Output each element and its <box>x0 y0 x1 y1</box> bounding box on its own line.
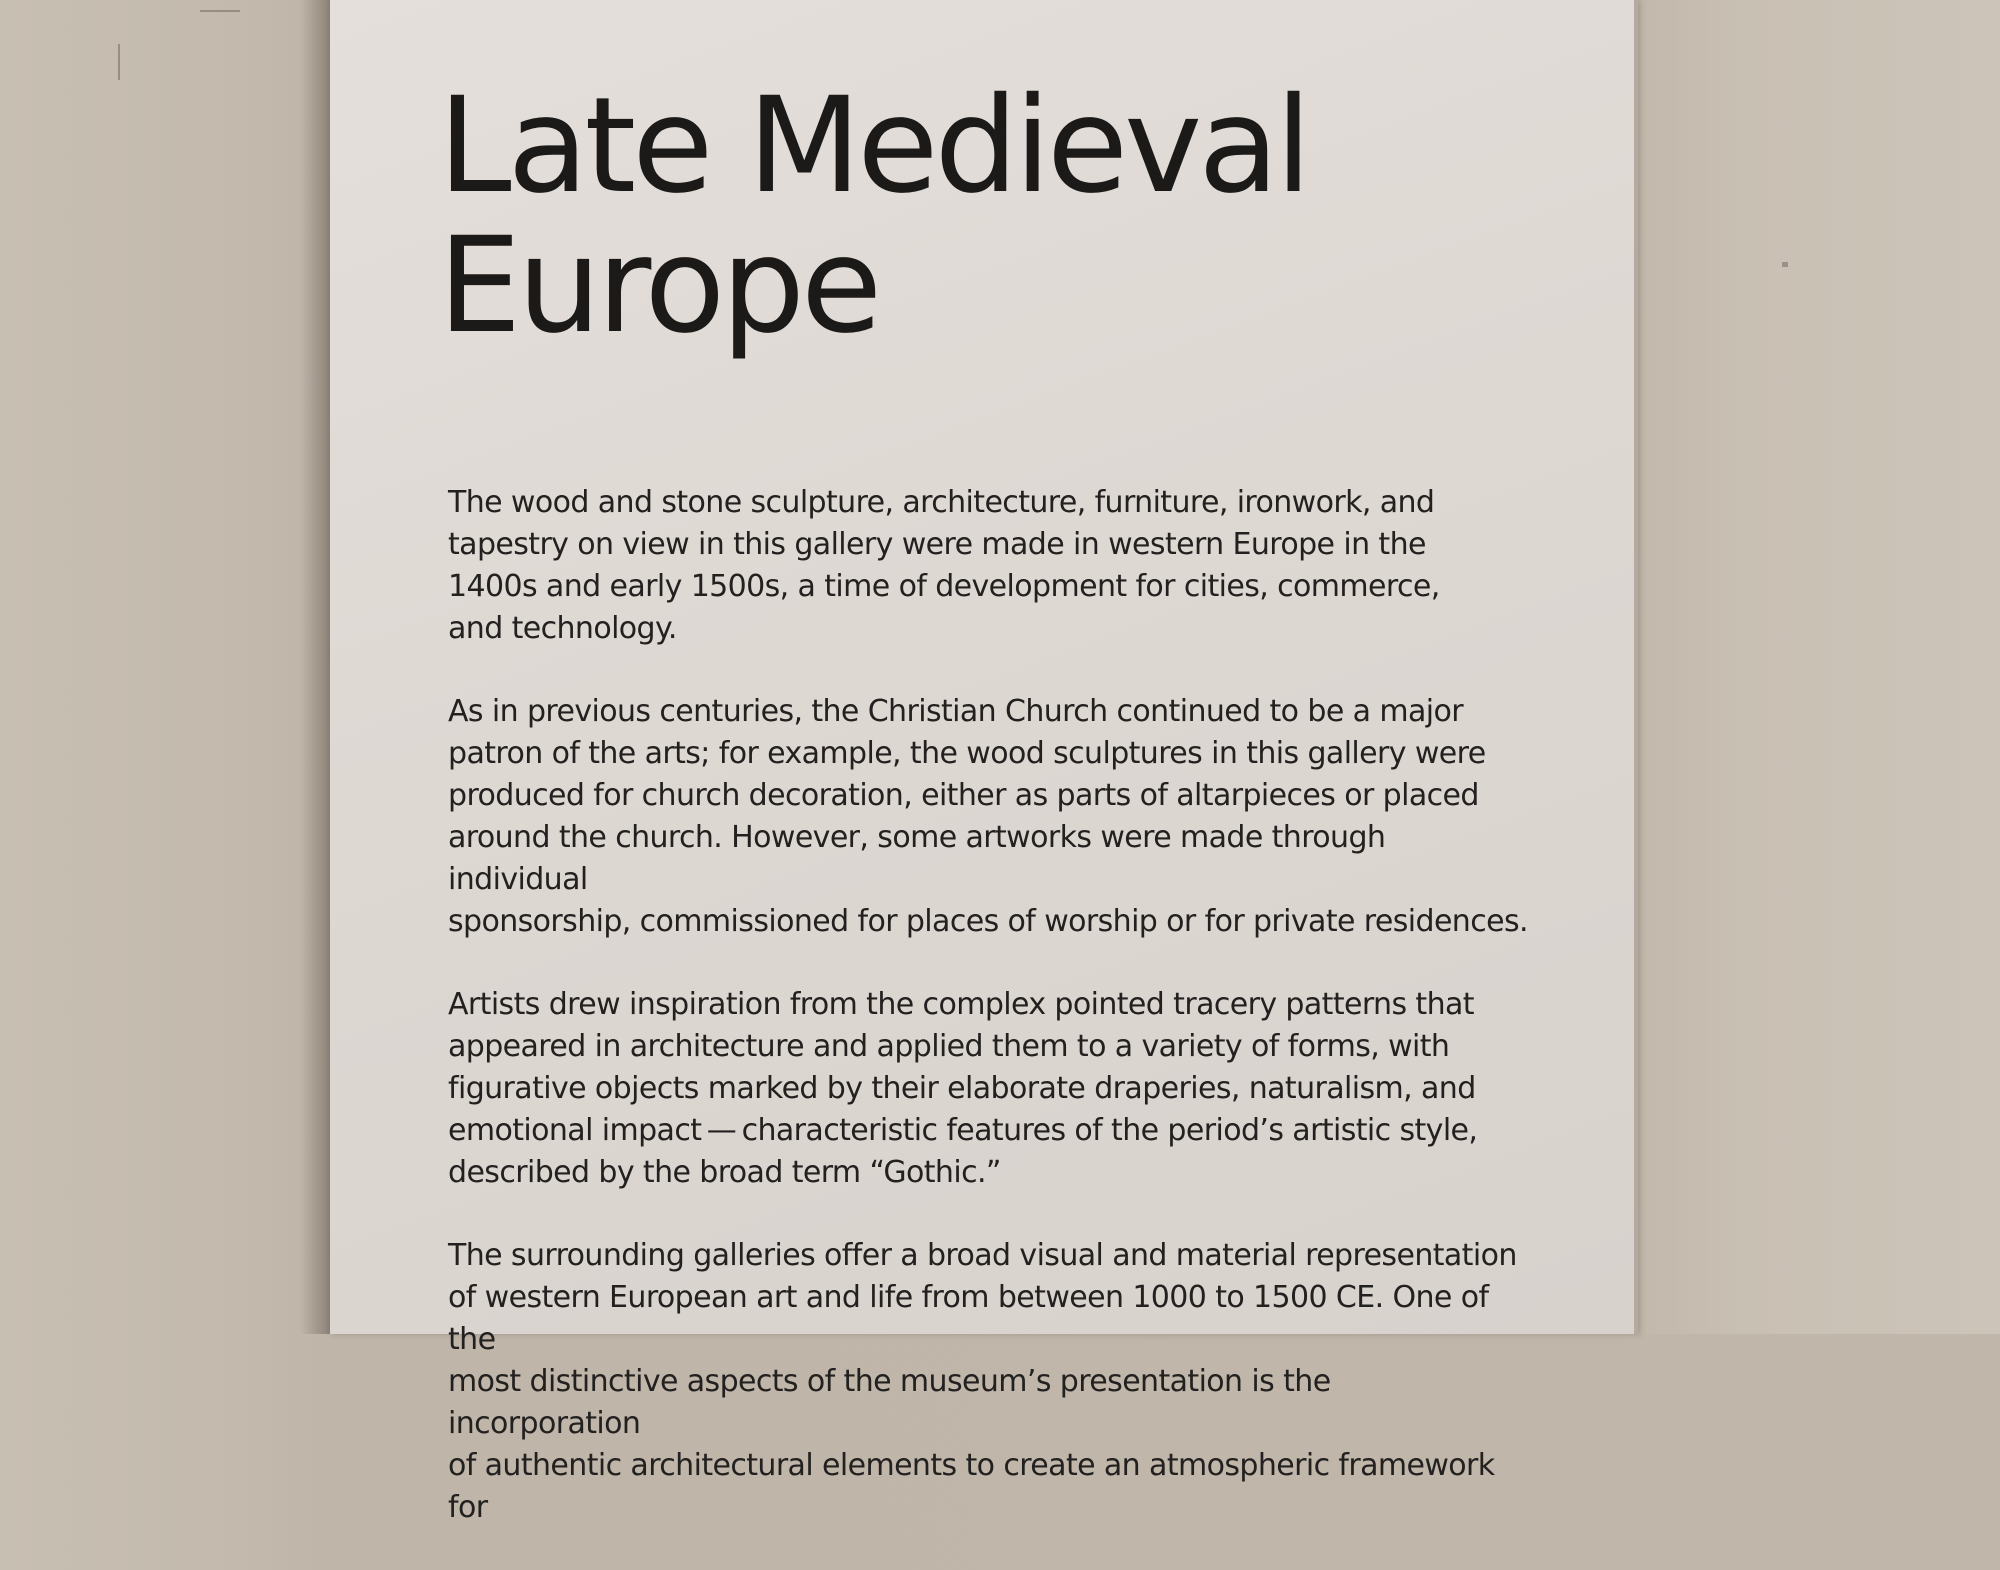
sign-title-line-1: Late Medieval <box>438 69 1308 223</box>
wall-right <box>1636 0 2000 1334</box>
sign-paragraph: The surrounding galleries offer a broad visual and material representation of western European art and life from between 1000 to 1500 CE. One of the most distinctive aspects of the museum’s presentation is the incorporation of authentic architectural elements to create an atmospheric framework for <box>448 1238 1517 1525</box>
panel-shadow <box>300 0 330 1334</box>
sign-title-line-2: Europe <box>438 209 879 363</box>
sign-title <box>438 69 1308 363</box>
sign-paragraph: The wood and stone sculpture, architecture, furniture, ironwork, and tapestry on view in this gallery were made in western Europe in the 1400s and early 1500s, a time of development for cities, commerce, and technology. <box>448 485 1440 646</box>
panel-edge <box>1634 0 1638 1334</box>
sign-paragraph: As in previous centuries, the Christian Church continued to be a major patron of the arts; for example, the wood sculptures in this gallery were produced for church decoration, either as parts of altarpieces or placed around the church. However, some artworks were made through individual sponsorship, commissioned for places of worship or for private residences. <box>448 694 1528 939</box>
wall-mark <box>1782 262 1788 267</box>
sign-paragraph: Artists drew inspiration from the complex pointed tracery patterns that appeared in architecture and applied them to a variety of forms, with figurative objects marked by their elaborate draperies, naturalism, and emotional impact — characteristic features of the period’s artistic style, described by the broad term “Gothic.” <box>448 987 1478 1190</box>
sign-body <box>448 482 1528 1570</box>
wall-mark <box>118 44 120 80</box>
wall-mark <box>200 10 240 12</box>
